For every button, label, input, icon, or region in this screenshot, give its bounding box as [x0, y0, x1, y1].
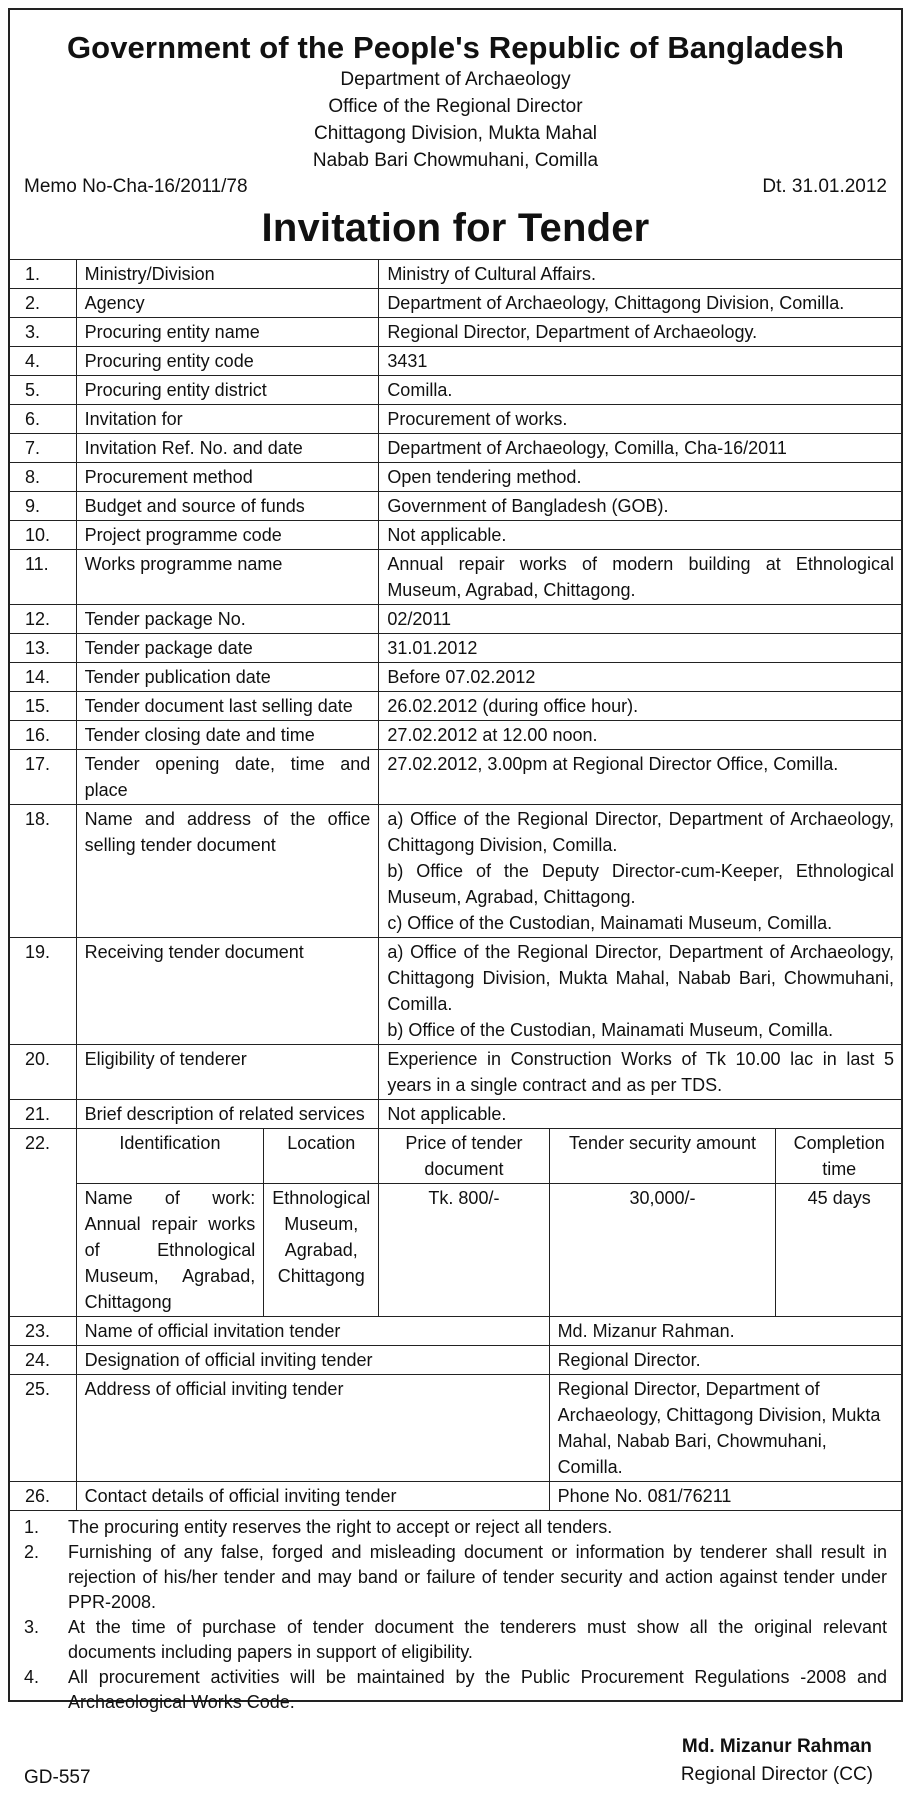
letterhead [10, 30, 901, 174]
page-title: Invitation for Tender [261, 206, 650, 250]
tender-table [8, 259, 903, 1511]
table-row [9, 492, 903, 521]
row-value: 31.01.2012 [379, 634, 903, 663]
row-label: Budget and source of funds [76, 492, 379, 521]
government-title: Government of the People's Republic of Bangladesh [66, 30, 845, 65]
signatory-name: Md. Mizanur Rahman [681, 1736, 872, 1757]
row-label: Project programme code [76, 521, 379, 550]
division-name: Chittagong Division, Mukta Mahal [313, 123, 598, 144]
row-label: Contact details of official inviting tender [76, 1482, 549, 1511]
row-label: Tender closing date and time [76, 721, 379, 750]
row-value: 27.02.2012 at 12.00 noon. [379, 721, 903, 750]
row-number: 12. [9, 605, 77, 634]
row-number: 19. [9, 938, 77, 1045]
row-value: 27.02.2012, 3.00pm at Regional Director Office, Comilla. [379, 750, 903, 805]
department-name: Department of Archaeology [340, 69, 571, 90]
row-value: Procurement of works. [379, 405, 903, 434]
row-number: 14. [9, 663, 77, 692]
official-rows [9, 1317, 903, 1511]
column-header: Price of tender document [379, 1129, 549, 1184]
table-row [9, 260, 903, 289]
table-row [9, 376, 903, 405]
tender-rows [9, 260, 903, 805]
row-value [379, 938, 903, 1045]
table-row [9, 347, 903, 376]
selling-office-b: b) Office of the Deputy Director-cum-Keeper, Ethnological Museum, Agrabad, Chittagong. [387, 861, 894, 907]
row-label: Tender publication date [76, 663, 379, 692]
row-value: Department of Archaeology, Chittagong Division, Comilla. [379, 289, 903, 318]
row-label: Tender opening date, time and place [76, 750, 379, 805]
selling-office-c: c) Office of the Custodian, Mainamati Museum, Comilla. [387, 913, 833, 933]
note-number: 4. [24, 1667, 40, 1687]
note-text: At the time of purchase of tender document the tenderers must show all the original relevant documents including papers in support of eligibility. [68, 1617, 887, 1662]
ad-code: GD-557 [24, 1767, 91, 1788]
footer [10, 1715, 901, 1795]
table-row [9, 1317, 903, 1346]
signature-block [681, 1733, 873, 1789]
row-label: Invitation for [76, 405, 379, 434]
row-label: Procuring entity code [76, 347, 379, 376]
row-label: Tender package No. [76, 605, 379, 634]
row-number: 23. [9, 1317, 77, 1346]
row-value [379, 805, 903, 938]
table-row [9, 434, 903, 463]
note-item [24, 1515, 887, 1540]
row-number: 13. [9, 634, 77, 663]
row-number: 2. [9, 289, 77, 318]
table-row [9, 634, 903, 663]
row-label: Procurement method [76, 463, 379, 492]
column-header: Identification [76, 1129, 264, 1184]
table-row [9, 750, 903, 805]
row-label: Tender document last selling date [76, 692, 379, 721]
row-number: 1. [9, 260, 77, 289]
package-header-row [9, 1129, 903, 1184]
memo-number: Memo No-Cha-16/2011/78 [24, 176, 248, 197]
office-name: Office of the Regional Director [328, 96, 583, 117]
table-row [9, 938, 903, 1045]
package-value-row [9, 1184, 903, 1317]
row-number: 18. [9, 805, 77, 938]
note-text: Furnishing of any false, forged and misleading document or information by tenderer shall result in rejection of his/her tender and may band or failure of tender security and action against tender under PPR-2008. [68, 1542, 887, 1612]
row-value: 26.02.2012 (during office hour). [379, 692, 903, 721]
row-value: Open tendering method. [379, 463, 903, 492]
table-row [9, 805, 903, 938]
row-label: Agency [76, 289, 379, 318]
row-label: Name and address of the office selling tender document [76, 805, 379, 938]
row-label: Tender package date [76, 634, 379, 663]
table-row [9, 663, 903, 692]
column-header: Tender security amount [549, 1129, 776, 1184]
row-number: 8. [9, 463, 77, 492]
row-label: Ministry/Division [76, 260, 379, 289]
row-number: 9. [9, 492, 77, 521]
table-row [9, 1346, 903, 1375]
row-label: Eligibility of tenderer [76, 1045, 379, 1100]
row-number: 3. [9, 318, 77, 347]
row-label: Works programme name [76, 550, 379, 605]
column-header: Location [264, 1129, 379, 1184]
row-number: 16. [9, 721, 77, 750]
row-value: Regional Director, Department of Archaeology, Chittagong Division, Mukta Mahal, Nabab Bari, Chowmuhani, Comilla. [549, 1375, 902, 1482]
row-value: Regional Director, Department of Archaeology. [379, 318, 903, 347]
row-number: 5. [9, 376, 77, 405]
row-value: Before 07.02.2012 [379, 663, 903, 692]
row-value: Government of Bangladesh (GOB). [379, 492, 903, 521]
row-label: Brief description of related services [76, 1100, 379, 1129]
row-label: Procuring entity name [76, 318, 379, 347]
row-value: 02/2011 [379, 605, 903, 634]
table-row [9, 1100, 903, 1129]
row-value: 3431 [379, 347, 903, 376]
table-row [9, 605, 903, 634]
row-value: Experience in Construction Works of Tk 10.00 lac in last 5 years in a single contract and as per TDS. [379, 1045, 903, 1100]
table-row [9, 721, 903, 750]
table-row [9, 318, 903, 347]
row-label: Receiving tender document [76, 938, 379, 1045]
column-header: Completion time [776, 1129, 903, 1184]
table-row [9, 521, 903, 550]
table-row [9, 1045, 903, 1100]
row-label: Designation of official inviting tender [76, 1346, 549, 1375]
package-price: Tk. 800/- [379, 1184, 549, 1317]
row-number: 6. [9, 405, 77, 434]
row-number: 24. [9, 1346, 77, 1375]
table-row [9, 463, 903, 492]
row-label: Invitation Ref. No. and date [76, 434, 379, 463]
row-number: 11. [9, 550, 77, 605]
row-number: 17. [9, 750, 77, 805]
row-value: Comilla. [379, 376, 903, 405]
table-row [9, 692, 903, 721]
note-number: 2. [24, 1542, 40, 1562]
note-item [24, 1665, 887, 1715]
table-row [9, 1375, 903, 1482]
selling-office-a: a) Office of the Regional Director, Department of Archaeology, Chittagong Division, Comilla. [387, 809, 894, 855]
row-label: Address of official inviting tender [76, 1375, 549, 1482]
row-value: Not applicable. [379, 1100, 903, 1129]
row-number: 20. [9, 1045, 77, 1100]
note-item [24, 1615, 887, 1665]
row-number: 21. [9, 1100, 77, 1129]
row-value: Department of Archaeology, Comilla, Cha-16/2011 [379, 434, 903, 463]
table-row [9, 289, 903, 318]
signatory-title: Regional Director (CC) [680, 1764, 873, 1785]
package-security: 30,000/- [549, 1184, 776, 1317]
row-value: Phone No. 081/76211 [549, 1482, 902, 1511]
package-location: Ethnological Museum, Agrabad, Chittagong [264, 1184, 379, 1317]
row-value: Ministry of Cultural Affairs. [379, 260, 903, 289]
row-number: 22. [9, 1129, 77, 1317]
row-value: Annual repair works of modern building at Ethnological Museum, Agrabad, Chittagong. [379, 550, 903, 605]
note-number: 1. [24, 1517, 40, 1537]
note-item [24, 1540, 887, 1615]
row-value: Not applicable. [379, 521, 903, 550]
table-row [9, 550, 903, 605]
row-value: Md. Mizanur Rahman. [549, 1317, 902, 1346]
note-number: 3. [24, 1617, 40, 1637]
row-number: 26. [9, 1482, 77, 1511]
table-row [9, 1482, 903, 1511]
receiving-office-a: a) Office of the Regional Director, Department of Archaeology, Chittagong Division, Mukta Mahal, Nabab Bari, Chowmuhani, Comilla. [387, 942, 894, 1014]
row-label: Name of official invitation tender [76, 1317, 549, 1346]
office-address: Nabab Bari Chowmuhani, Comilla [312, 150, 599, 171]
row-value: Regional Director. [549, 1346, 902, 1375]
package-identification: Name of work: Annual repair works of Ethnological Museum, Agrabad, Chittagong [76, 1184, 264, 1317]
row-number: 7. [9, 434, 77, 463]
tender-rows-extended [9, 805, 903, 1317]
memo-date: Dt. 31.01.2012 [762, 176, 887, 197]
row-number: 10. [9, 521, 77, 550]
package-completion: 45 days [776, 1184, 903, 1317]
note-text: All procurement activities will be maintained by the Public Procurement Regulations -2008 and Archaeological Works Code. [68, 1667, 887, 1712]
row-label: Procuring entity district [76, 376, 379, 405]
tender-notice [8, 8, 903, 1788]
notes-list [10, 1511, 901, 1715]
table-row [9, 405, 903, 434]
row-number: 15. [9, 692, 77, 721]
row-number: 25. [9, 1375, 77, 1482]
receiving-office-b: b) Office of the Custodian, Mainamati Museum, Comilla. [387, 1020, 834, 1040]
memo-row [10, 176, 901, 204]
row-number: 4. [9, 347, 77, 376]
note-text: The procuring entity reserves the right to accept or reject all tenders. [68, 1517, 613, 1537]
